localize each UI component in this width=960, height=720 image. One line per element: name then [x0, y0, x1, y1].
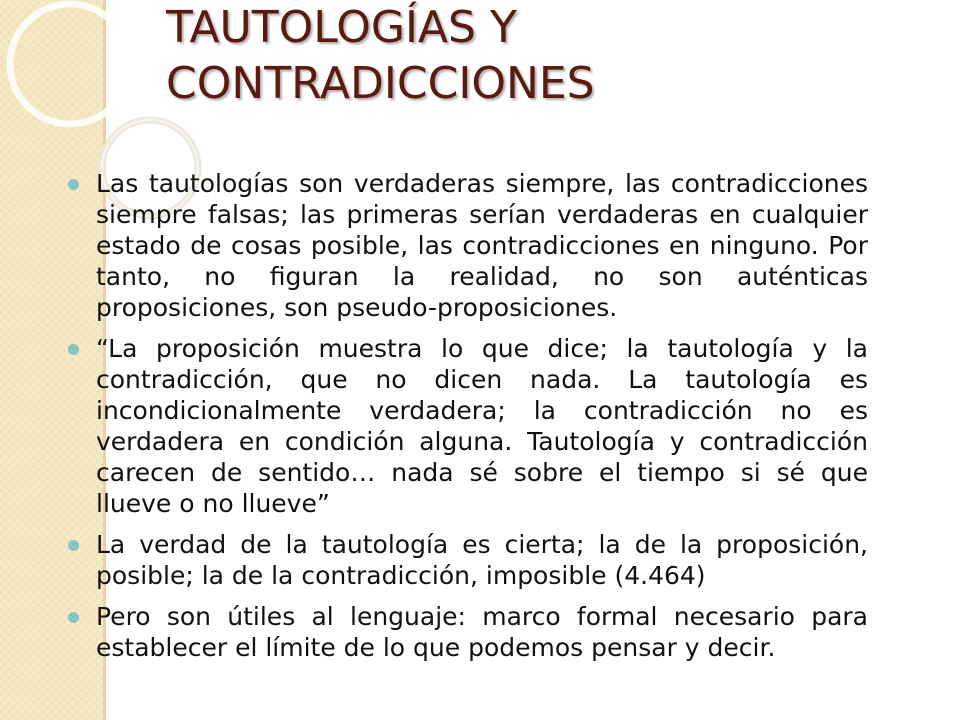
bullet-text: La verdad de la tautología es cierta; la de la proposición, posible; la de la contradicción, imposible (4.464)	[96, 530, 868, 590]
bullet-text: Pero son útiles al lenguaje: marco formal necesario para establecer el límite de lo que podemos pensar y decir.	[96, 602, 868, 662]
bullet-item	[68, 168, 868, 323]
slide-title: TAUTOLOGÍAS Y CONTRADICCIONES	[166, 2, 595, 109]
bullet-icon	[68, 540, 79, 551]
bullet-text: Las tautologías son verdaderas siempre, las contradicciones siempre falsas; las primeras serían verdaderas en cualquier estado de cosas posible, las contradicciones en ninguno. Por tanto, no figuran la realidad, no son auténticas proposiciones, son pseudo-proposiciones.	[96, 169, 868, 322]
bullet-item	[68, 529, 868, 591]
bullet-list	[68, 168, 868, 673]
bullet-icon	[68, 612, 79, 623]
bullet-item	[68, 333, 868, 519]
bullet-icon	[68, 179, 79, 190]
bullet-item	[68, 601, 868, 663]
bullet-text: “La proposición muestra lo que dice; la tautología y la contradicción, que no dicen nada. La tautología es incondicionalmente verdadera; la contradicción no es verdadera en condición alguna. Tautología y contradicción carecen de sentido… nada sé sobre el tiempo si sé que llueve o no llueve”	[96, 334, 868, 518]
bullet-icon	[68, 344, 79, 355]
